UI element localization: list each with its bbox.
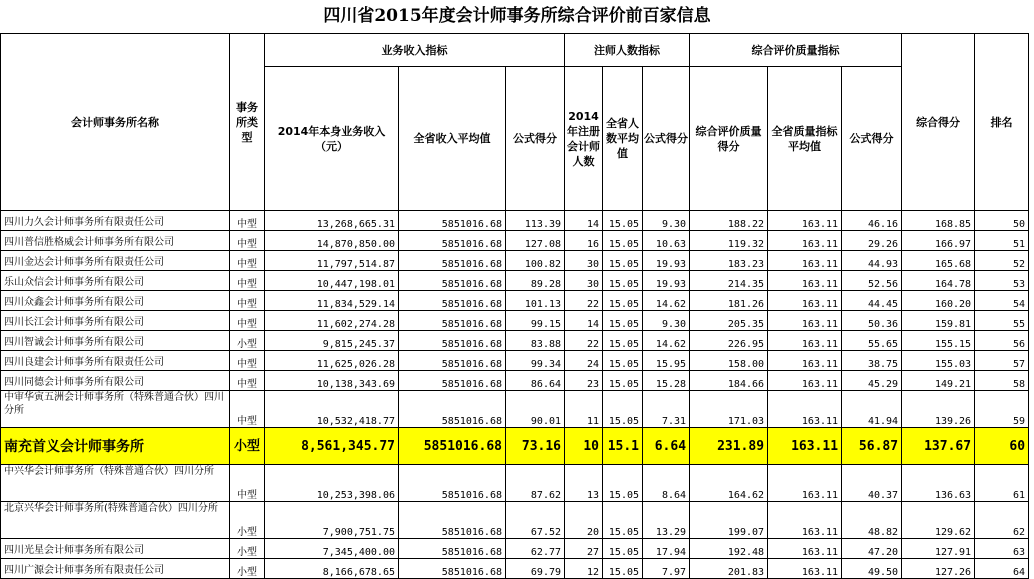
cell-quality-score: 40.37 (842, 465, 902, 502)
cell-cpa-score: 15.28 (643, 371, 690, 391)
cell-name: 四川同德会计师事务所有限公司 (1, 371, 230, 391)
cell-rev-score: 99.15 (506, 311, 565, 331)
cell-total: 159.81 (902, 311, 975, 331)
cell-avg-quality: 163.11 (768, 371, 842, 391)
header-total: 综合得分 (902, 34, 975, 211)
cell-total: 160.20 (902, 291, 975, 311)
header-quality: 综合评价质量得分 (690, 67, 768, 211)
cell-revenue: 10,253,398.06 (265, 465, 399, 502)
cell-revenue: 7,900,751.75 (265, 502, 399, 539)
cell-rank: 56 (975, 331, 1029, 351)
cell-cpa-count: 20 (565, 502, 603, 539)
table-row (1, 351, 1029, 371)
cell-total: 139.26 (902, 391, 975, 428)
cell-cpa-score: 15.95 (643, 351, 690, 371)
cell-quality-score: 44.45 (842, 291, 902, 311)
cell-total: 127.91 (902, 539, 975, 559)
header-revenue: 2014年本身业务收入（元） (265, 67, 399, 211)
table-row (1, 371, 1029, 391)
cell-cpa-score: 19.93 (643, 251, 690, 271)
cell-total: 165.68 (902, 251, 975, 271)
cell-avg-revenue: 5851016.68 (399, 559, 506, 579)
cell-total: 127.26 (902, 559, 975, 579)
cell-avg-quality: 163.11 (768, 231, 842, 251)
cell-revenue: 9,815,245.37 (265, 331, 399, 351)
cell-quality-score: 46.16 (842, 211, 902, 231)
cell-quality-score: 29.26 (842, 231, 902, 251)
cell-rev-score: 67.52 (506, 502, 565, 539)
header-name: 会计师事务所名称 (1, 34, 230, 211)
cell-revenue: 14,870,850.00 (265, 231, 399, 251)
cell-avg-quality: 163.11 (768, 291, 842, 311)
cell-quality: 188.22 (690, 211, 768, 231)
cell-revenue: 10,447,198.01 (265, 271, 399, 291)
cell-cpa-count: 27 (565, 539, 603, 559)
cell-revenue: 11,834,529.14 (265, 291, 399, 311)
cell-revenue: 8,561,345.77 (265, 428, 399, 465)
cell-rank: 50 (975, 211, 1029, 231)
cell-quality: 192.48 (690, 539, 768, 559)
header-cpa-score: 公式得分 (643, 67, 690, 211)
cell-type: 中型 (230, 291, 265, 311)
header-avg-revenue: 全省收入平均值 (399, 67, 506, 211)
cell-revenue: 7,345,400.00 (265, 539, 399, 559)
cell-quality: 183.23 (690, 251, 768, 271)
cell-rev-score: 127.08 (506, 231, 565, 251)
header-rev-score: 公式得分 (506, 67, 565, 211)
header-group-revenue: 业务收入指标 (265, 34, 565, 67)
cell-type: 小型 (230, 539, 265, 559)
cell-avg-quality: 163.11 (768, 559, 842, 579)
cell-avg-revenue: 5851016.68 (399, 231, 506, 251)
table-row (1, 502, 1029, 539)
cell-cpa-score: 19.93 (643, 271, 690, 291)
cell-revenue: 11,625,026.28 (265, 351, 399, 371)
cell-avg-cpa: 15.05 (603, 351, 643, 371)
cell-cpa-count: 23 (565, 371, 603, 391)
cell-rev-score: 99.34 (506, 351, 565, 371)
cell-cpa-score: 9.30 (643, 311, 690, 331)
table-row (1, 539, 1029, 559)
cell-avg-revenue: 5851016.68 (399, 502, 506, 539)
cell-name: 四川智诚会计师事务所有限公司 (1, 331, 230, 351)
table-row (1, 251, 1029, 271)
cell-cpa-score: 10.63 (643, 231, 690, 251)
cell-quality-score: 47.20 (842, 539, 902, 559)
cell-total: 166.97 (902, 231, 975, 251)
cell-avg-quality: 163.11 (768, 331, 842, 351)
cell-avg-revenue: 5851016.68 (399, 311, 506, 331)
cell-cpa-score: 7.97 (643, 559, 690, 579)
cell-name: 四川力久会计师事务所有限责任公司 (1, 211, 230, 231)
cell-quality-score: 50.36 (842, 311, 902, 331)
cell-name: 北京兴华会计师事务所(特殊普通合伙）四川分所 (1, 502, 230, 539)
cell-quality: 231.89 (690, 428, 768, 465)
cell-type: 中型 (230, 251, 265, 271)
cell-rank: 57 (975, 351, 1029, 371)
cell-revenue: 8,166,678.65 (265, 559, 399, 579)
cell-name: 乐山众信会计师事务所有限公司 (1, 271, 230, 291)
header-rank: 排名 (975, 34, 1029, 211)
cell-quality-score: 55.65 (842, 331, 902, 351)
cell-avg-revenue: 5851016.68 (399, 211, 506, 231)
cell-avg-quality: 163.11 (768, 539, 842, 559)
cell-avg-revenue: 5851016.68 (399, 291, 506, 311)
cell-avg-cpa: 15.05 (603, 251, 643, 271)
cell-total: 149.21 (902, 371, 975, 391)
cell-rank: 55 (975, 311, 1029, 331)
cell-cpa-count: 30 (565, 271, 603, 291)
ranking-table (0, 33, 1029, 579)
cell-avg-revenue: 5851016.68 (399, 465, 506, 502)
cell-rank: 62 (975, 502, 1029, 539)
cell-rev-score: 113.39 (506, 211, 565, 231)
cell-name: 四川普信胜格威会计师事务所有限公司 (1, 231, 230, 251)
cell-name: 四川长江会计师事务所有限公司 (1, 311, 230, 331)
cell-total: 164.78 (902, 271, 975, 291)
cell-rev-score: 83.88 (506, 331, 565, 351)
cell-rev-score: 89.28 (506, 271, 565, 291)
cell-type: 中型 (230, 271, 265, 291)
cell-quality: 199.07 (690, 502, 768, 539)
cell-total: 137.67 (902, 428, 975, 465)
cell-avg-cpa: 15.05 (603, 465, 643, 502)
cell-total: 168.85 (902, 211, 975, 231)
cell-revenue: 11,602,274.28 (265, 311, 399, 331)
cell-quality: 226.95 (690, 331, 768, 351)
cell-quality: 184.66 (690, 371, 768, 391)
cell-rank: 53 (975, 271, 1029, 291)
cell-rank: 58 (975, 371, 1029, 391)
cell-avg-quality: 163.11 (768, 251, 842, 271)
cell-cpa-count: 10 (565, 428, 603, 465)
cell-name: 四川金达会计师事务所有限责任公司 (1, 251, 230, 271)
cell-cpa-count: 16 (565, 231, 603, 251)
cell-cpa-count: 22 (565, 291, 603, 311)
cell-quality: 119.32 (690, 231, 768, 251)
cell-name: 四川众鑫会计师事务所有限公司 (1, 291, 230, 311)
table-row (1, 211, 1029, 231)
cell-rank: 60 (975, 428, 1029, 465)
cell-avg-revenue: 5851016.68 (399, 391, 506, 428)
cell-cpa-count: 24 (565, 351, 603, 371)
cell-type: 中型 (230, 311, 265, 331)
cell-quality: 201.83 (690, 559, 768, 579)
header-group-quality: 综合评价质量指标 (690, 34, 902, 67)
cell-type: 中型 (230, 465, 265, 502)
cell-avg-quality: 163.11 (768, 271, 842, 291)
cell-avg-cpa: 15.05 (603, 211, 643, 231)
cell-cpa-score: 17.94 (643, 539, 690, 559)
cell-name: 中兴华会计师事务所（特殊普通合伙）四川分所 (1, 465, 230, 502)
cell-avg-revenue: 5851016.68 (399, 271, 506, 291)
cell-type: 中型 (230, 391, 265, 428)
cell-cpa-score: 9.30 (643, 211, 690, 231)
cell-avg-revenue: 5851016.68 (399, 351, 506, 371)
cell-rev-score: 62.77 (506, 539, 565, 559)
cell-rev-score: 87.62 (506, 465, 565, 502)
cell-avg-cpa: 15.05 (603, 231, 643, 251)
cell-avg-cpa: 15.1 (603, 428, 643, 465)
cell-name: 中审华寅五洲会计师事务所（特殊普通合伙）四川分所 (1, 391, 230, 428)
table-row (1, 465, 1029, 502)
table-row (1, 331, 1029, 351)
cell-total: 136.63 (902, 465, 975, 502)
header-group-cpa: 注师人数指标 (565, 34, 690, 67)
cell-cpa-score: 7.31 (643, 391, 690, 428)
cell-rank: 63 (975, 539, 1029, 559)
cell-revenue: 10,532,418.77 (265, 391, 399, 428)
cell-total: 129.62 (902, 502, 975, 539)
cell-quality-score: 52.56 (842, 271, 902, 291)
cell-rev-score: 73.16 (506, 428, 565, 465)
cell-name: 四川广源会计师事务所有限责任公司 (1, 559, 230, 579)
cell-avg-cpa: 15.05 (603, 502, 643, 539)
cell-revenue: 13,268,665.31 (265, 211, 399, 231)
cell-avg-revenue: 5851016.68 (399, 371, 506, 391)
cell-cpa-count: 13 (565, 465, 603, 502)
cell-rank: 64 (975, 559, 1029, 579)
header-avg-cpa: 全省人数平均值 (603, 67, 643, 211)
cell-rank: 59 (975, 391, 1029, 428)
cell-avg-cpa: 15.05 (603, 291, 643, 311)
cell-type: 小型 (230, 428, 265, 465)
cell-rev-score: 100.82 (506, 251, 565, 271)
table-row-highlighted (1, 428, 1029, 465)
cell-avg-quality: 163.11 (768, 465, 842, 502)
cell-quality-score: 49.50 (842, 559, 902, 579)
cell-type: 中型 (230, 351, 265, 371)
cell-cpa-score: 14.62 (643, 291, 690, 311)
cell-avg-quality: 163.11 (768, 311, 842, 331)
cell-cpa-score: 13.29 (643, 502, 690, 539)
cell-quality-score: 48.82 (842, 502, 902, 539)
cell-avg-quality: 163.11 (768, 211, 842, 231)
cell-avg-revenue: 5851016.68 (399, 251, 506, 271)
header-type: 事务所类型 (230, 34, 265, 211)
cell-quality: 164.62 (690, 465, 768, 502)
cell-avg-cpa: 15.05 (603, 311, 643, 331)
cell-rev-score: 101.13 (506, 291, 565, 311)
cell-cpa-score: 6.64 (643, 428, 690, 465)
cell-total: 155.15 (902, 331, 975, 351)
cell-avg-revenue: 5851016.68 (399, 331, 506, 351)
cell-cpa-score: 8.64 (643, 465, 690, 502)
cell-cpa-count: 14 (565, 311, 603, 331)
table-row (1, 391, 1029, 428)
cell-cpa-count: 22 (565, 331, 603, 351)
cell-quality: 214.35 (690, 271, 768, 291)
cell-name: 四川良建会计师事务所有限责任公司 (1, 351, 230, 371)
cell-quality-score: 41.94 (842, 391, 902, 428)
cell-quality: 181.26 (690, 291, 768, 311)
cell-quality-score: 45.29 (842, 371, 902, 391)
cell-avg-quality: 163.11 (768, 351, 842, 371)
cell-avg-quality: 163.11 (768, 502, 842, 539)
table-row (1, 231, 1029, 251)
cell-avg-cpa: 15.05 (603, 371, 643, 391)
cell-avg-cpa: 15.05 (603, 271, 643, 291)
cell-name: 南充首义会计师事务所 (1, 428, 230, 465)
table-row (1, 271, 1029, 291)
cell-avg-revenue: 5851016.68 (399, 428, 506, 465)
cell-quality-score: 56.87 (842, 428, 902, 465)
cell-avg-revenue: 5851016.68 (399, 539, 506, 559)
cell-cpa-count: 14 (565, 211, 603, 231)
cell-avg-quality: 163.11 (768, 428, 842, 465)
table-body (1, 211, 1029, 579)
cell-rev-score: 86.64 (506, 371, 565, 391)
cell-quality-score: 44.93 (842, 251, 902, 271)
header-quality-score: 公式得分 (842, 67, 902, 211)
cell-rev-score: 69.79 (506, 559, 565, 579)
cell-rank: 54 (975, 291, 1029, 311)
cell-rank: 61 (975, 465, 1029, 502)
cell-quality: 205.35 (690, 311, 768, 331)
cell-avg-cpa: 15.05 (603, 539, 643, 559)
cell-cpa-count: 30 (565, 251, 603, 271)
table-row (1, 559, 1029, 579)
cell-type: 小型 (230, 331, 265, 351)
cell-revenue: 10,138,343.69 (265, 371, 399, 391)
cell-type: 中型 (230, 211, 265, 231)
cell-total: 155.03 (902, 351, 975, 371)
cell-cpa-score: 14.62 (643, 331, 690, 351)
cell-type: 小型 (230, 502, 265, 539)
cell-cpa-count: 11 (565, 391, 603, 428)
cell-revenue: 11,797,514.87 (265, 251, 399, 271)
cell-type: 小型 (230, 559, 265, 579)
header-avg-quality: 全省质量指标平均值 (768, 67, 842, 211)
cell-type: 中型 (230, 371, 265, 391)
cell-avg-cpa: 15.05 (603, 559, 643, 579)
sheet-title: 四川省2015年度会计师事务所综合评价前百家信息 (323, 6, 711, 26)
cell-avg-cpa: 15.05 (603, 331, 643, 351)
header-cpa-count: 2014年注册会计师人数 (565, 67, 603, 211)
cell-avg-quality: 163.11 (768, 391, 842, 428)
cell-type: 中型 (230, 231, 265, 251)
cell-quality: 171.03 (690, 391, 768, 428)
cell-quality: 158.00 (690, 351, 768, 371)
cell-avg-cpa: 15.05 (603, 391, 643, 428)
cell-quality-score: 38.75 (842, 351, 902, 371)
cell-rev-score: 90.01 (506, 391, 565, 428)
table-row (1, 291, 1029, 311)
cell-rank: 51 (975, 231, 1029, 251)
cell-name: 四川光星会计师事务所有限公司 (1, 539, 230, 559)
cell-rank: 52 (975, 251, 1029, 271)
table-row (1, 311, 1029, 331)
cell-cpa-count: 12 (565, 559, 603, 579)
